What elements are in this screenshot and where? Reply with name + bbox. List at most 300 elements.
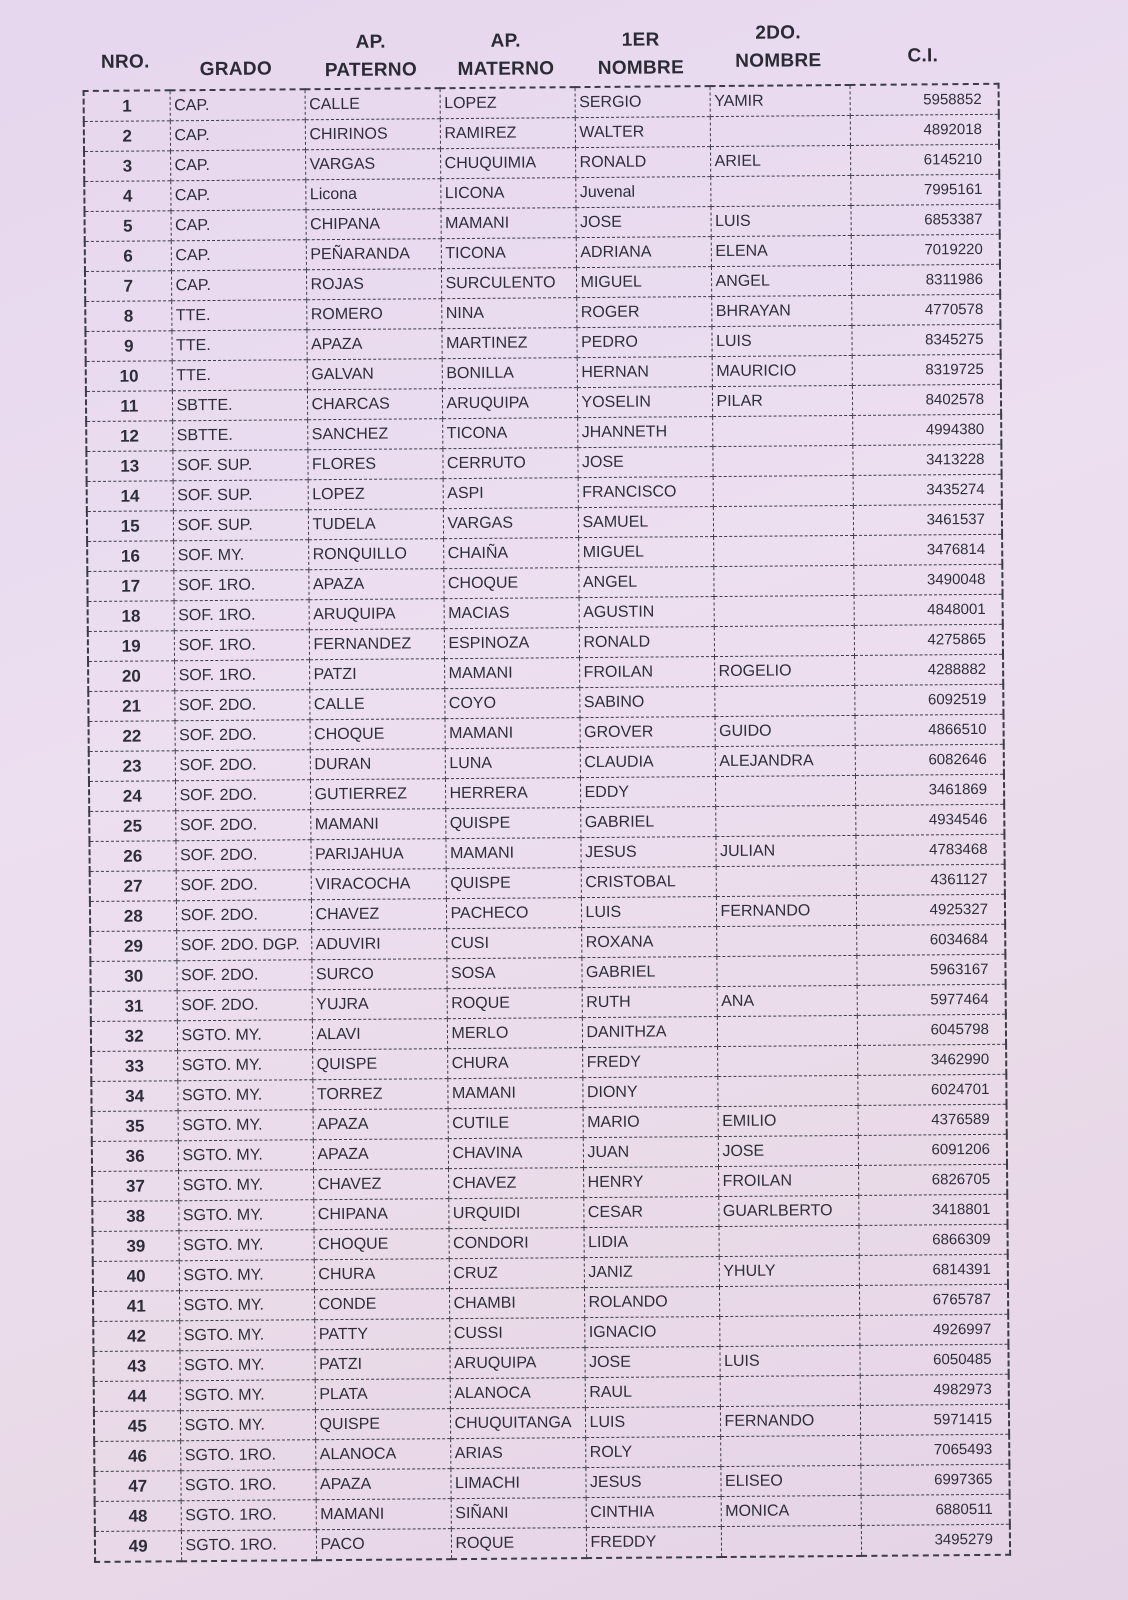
cell-grado: SGTO. MY. (179, 1320, 314, 1351)
cell-nro: 49 (95, 1531, 181, 1562)
cell-ap-paterno: SANCHEZ (307, 419, 442, 450)
cell-ap-materno: QUISPE (445, 808, 580, 839)
cell-nro: 13 (86, 451, 172, 482)
cell-segundo-nombre: YAMIR (710, 85, 850, 117)
cell-segundo-nombre (717, 1045, 857, 1076)
cell-segundo-nombre (713, 475, 853, 506)
cell-ap-paterno: VIRACOCHA (311, 869, 446, 900)
cell-ci: 8319725 (852, 354, 1001, 385)
cell-segundo-nombre (717, 1015, 857, 1046)
cell-ap-materno: CHURA (447, 1048, 582, 1079)
cell-primer-nombre: LUIS (581, 897, 716, 928)
cell-nro: 5 (85, 211, 171, 242)
cell-ap-materno: VARGAS (443, 508, 578, 539)
cell-ci: 6853387 (850, 204, 999, 235)
cell-nro: 12 (86, 421, 172, 452)
cell-ci: 7065493 (860, 1434, 1009, 1465)
cell-segundo-nombre (718, 1225, 858, 1256)
cell-ci: 6765787 (859, 1284, 1008, 1315)
cell-ci: 3413228 (852, 444, 1001, 475)
cell-primer-nombre: MARIO (583, 1107, 718, 1138)
cell-primer-nombre: SAMUEL (578, 507, 713, 538)
cell-ap-materno: CHOQUE (443, 568, 578, 599)
cell-ci: 3476814 (853, 534, 1002, 565)
cell-ap-materno: MERLO (447, 1018, 582, 1049)
cell-segundo-nombre: JULIAN (715, 835, 855, 866)
cell-ap-materno: HERRERA (445, 778, 580, 809)
personnel-list-sheet (82, 13, 1009, 1563)
cell-nro: 18 (88, 601, 174, 632)
cell-primer-nombre: MIGUEL (578, 537, 713, 568)
cell-ap-materno: ALANOCA (450, 1378, 585, 1409)
cell-ap-paterno: PARIJAHUA (310, 839, 445, 870)
cell-ap-materno: LUNA (445, 748, 580, 779)
cell-grado: SGTO. MY. (178, 1200, 313, 1231)
header-ap-materno-line1: AP. (490, 30, 521, 52)
cell-grado: SGTO. MY. (177, 1020, 312, 1051)
cell-ap-paterno: MAMANI (310, 809, 445, 840)
cell-grado: SOF. 2DO. (176, 900, 311, 931)
cell-primer-nombre: LUIS (585, 1407, 720, 1438)
cell-primer-nombre: CESAR (583, 1197, 718, 1228)
cell-primer-nombre: JESUS (585, 1467, 720, 1498)
cell-primer-nombre: SERGIO (575, 86, 710, 118)
cell-ap-paterno: MAMANI (316, 1499, 451, 1530)
cell-primer-nombre: AGUSTIN (579, 597, 714, 628)
cell-ap-materno: ARUQUIPA (442, 388, 577, 419)
cell-primer-nombre: GABRIEL (580, 807, 715, 838)
cell-ap-materno: CRUZ (449, 1258, 584, 1289)
cell-ap-paterno: APAZA (313, 1139, 448, 1170)
cell-primer-nombre: ROLANDO (584, 1287, 719, 1318)
cell-segundo-nombre: ROGELIO (714, 655, 854, 686)
cell-grado: SGTO. MY. (178, 1110, 313, 1141)
cell-nro: 34 (91, 1081, 177, 1112)
cell-nro: 1 (122, 96, 132, 116)
cell-ap-materno: RAMIREZ (440, 118, 575, 149)
header-ap-paterno-line1: AP. (355, 31, 386, 53)
cell-grado: CAP. (170, 150, 305, 181)
cell-grado: SOF. 2DO. (176, 870, 311, 901)
cell-ap-materno: QUISPE (446, 868, 581, 899)
header-segundo-nombre-line1: 2DO. (755, 22, 801, 44)
cell-grado: SOF. 2DO. DGP. (176, 930, 311, 961)
cell-ci: 4275865 (854, 624, 1003, 655)
cell-grado: SGTO. MY. (179, 1290, 314, 1321)
cell-ci: 6145210 (850, 144, 999, 175)
cell-grado: SOF. 2DO. (174, 690, 309, 721)
cell-ap-paterno: ROMERO (306, 299, 441, 330)
cell-grado: SOF. SUP. (173, 480, 308, 511)
cell-primer-nombre: DIONY (582, 1077, 717, 1108)
cell-ap-paterno: SURCO (311, 959, 446, 990)
cell-segundo-nombre: FERNANDO (720, 1405, 860, 1436)
cell-ap-materno: TICONA (441, 238, 576, 269)
cell-ap-materno: LIMACHI (450, 1468, 585, 1499)
cell-ci: 6024701 (857, 1074, 1006, 1105)
cell-grado: SGTO. MY. (179, 1230, 314, 1261)
cell-ap-paterno: PLATA (315, 1379, 450, 1410)
header-ap-paterno (303, 29, 438, 88)
cell-primer-nombre: JESUS (580, 837, 715, 868)
cell-ap-paterno: CHAVEZ (311, 899, 446, 930)
cell-segundo-nombre (712, 415, 852, 446)
cell-segundo-nombre (710, 115, 850, 146)
cell-ap-paterno: GALVAN (307, 359, 442, 390)
cell-ap-materno: MAMANI (447, 1078, 582, 1109)
cell-grado: SGTO. MY. (179, 1350, 314, 1381)
cell-ap-materno: COYO (444, 688, 579, 719)
cell-nro: 25 (89, 811, 175, 842)
cell-segundo-nombre (721, 1525, 861, 1557)
cell-primer-nombre: EDDY (580, 777, 715, 808)
header-ci: C.I. (907, 45, 939, 67)
cell-segundo-nombre: FERNANDO (716, 895, 856, 926)
cell-ci: 4376589 (858, 1104, 1007, 1135)
cell-ci: 5958852 (850, 84, 999, 116)
cell-ap-materno: CUSSI (449, 1318, 584, 1349)
cell-grado: SGTO. MY. (177, 1050, 312, 1081)
cell-nro: 14 (87, 481, 173, 512)
cell-primer-nombre: ROXANA (581, 927, 716, 958)
cell-ap-paterno: RONQUILLO (308, 539, 443, 570)
header-segundo-nombre-line2: NOMBRE (735, 50, 822, 72)
cell-primer-nombre: FREDDY (586, 1527, 721, 1559)
cell-ap-paterno: CHARCAS (307, 389, 442, 420)
cell-ci: 3495279 (861, 1524, 1010, 1556)
cell-primer-nombre: JOSE (584, 1347, 719, 1378)
cell-primer-nombre: LIDIA (583, 1227, 718, 1258)
cell-primer-nombre: WALTER (575, 117, 710, 148)
cell-nro: 15 (87, 511, 173, 542)
cell-ap-paterno: APAZA (308, 569, 443, 600)
cell-nro: 39 (93, 1231, 179, 1262)
cell-segundo-nombre (719, 1315, 859, 1346)
cell-grado: CAP. (171, 270, 306, 301)
cell-ci: 6814391 (859, 1254, 1008, 1285)
header-nro: NRO. (100, 51, 150, 73)
cell-nro: 45 (94, 1411, 180, 1442)
cell-ap-paterno: TUDELA (308, 509, 443, 540)
cell-grado: CAP. (170, 180, 305, 211)
cell-nro: 16 (87, 541, 173, 572)
cell-nro: 40 (93, 1261, 179, 1292)
cell-segundo-nombre (717, 1075, 857, 1106)
cell-segundo-nombre (716, 865, 856, 896)
cell-ap-materno: ARUQUIPA (449, 1348, 584, 1379)
cell-ap-materno: NINA (441, 298, 576, 329)
cell-primer-nombre: CLAUDIA (580, 747, 715, 778)
cell-segundo-nombre: MAURICIO (712, 355, 852, 386)
cell-segundo-nombre: LUIS (710, 205, 850, 236)
cell-segundo-nombre: ANA (717, 985, 857, 1016)
table-row (95, 1524, 1010, 1562)
cell-segundo-nombre: LUIS (711, 325, 851, 356)
cell-segundo-nombre: JOSE (718, 1135, 858, 1166)
cell-ci: 6091206 (858, 1134, 1007, 1165)
cell-nro: 46 (94, 1441, 180, 1472)
cell-nro: 27 (90, 871, 176, 902)
cell-primer-nombre: ROLY (585, 1437, 720, 1468)
cell-grado: SOF. 1RO. (173, 570, 308, 601)
cell-ci: 6092519 (854, 684, 1003, 715)
cell-ap-paterno: LOPEZ (308, 479, 443, 510)
cell-primer-nombre: PEDRO (576, 327, 711, 358)
cell-ap-paterno: PACO (316, 1529, 451, 1561)
cell-nro: 42 (93, 1321, 179, 1352)
cell-ap-materno: SOSA (446, 958, 581, 989)
cell-ap-paterno: PATZI (309, 659, 444, 690)
cell-nro: 24 (89, 781, 175, 812)
cell-primer-nombre: FREDY (582, 1047, 717, 1078)
cell-ap-materno: SURCULENTO (441, 268, 576, 299)
cell-primer-nombre: FRANCISCO (578, 477, 713, 508)
cell-segundo-nombre (719, 1285, 859, 1316)
cell-grado: CAP. (171, 210, 306, 241)
cell-primer-nombre: YOSELIN (577, 387, 712, 418)
cell-grado: SGTO. 1RO. (180, 1470, 315, 1501)
cell-grado: SOF. 2DO. (175, 720, 310, 751)
cell-ci: 4994380 (852, 414, 1001, 445)
cell-primer-nombre: ROGER (576, 297, 711, 328)
cell-ci: 6826705 (858, 1164, 1007, 1195)
cell-ci: 3461537 (853, 504, 1002, 535)
cell-primer-nombre: ADRIANA (576, 237, 711, 268)
cell-grado: SGTO. MY. (178, 1140, 313, 1171)
cell-primer-nombre: JOSE (577, 447, 712, 478)
cell-ap-paterno: CHAVEZ (313, 1169, 448, 1200)
cell-ap-paterno: QUISPE (315, 1409, 450, 1440)
cell-ap-paterno: DURAN (310, 749, 445, 780)
cell-grado: TTE. (171, 300, 306, 331)
cell-grado: SGTO. MY. (180, 1380, 315, 1411)
cell-ap-paterno: TORREZ (312, 1079, 447, 1110)
cell-segundo-nombre: YHULY (719, 1255, 859, 1286)
cell-ap-paterno: CALLE (305, 88, 440, 120)
cell-segundo-nombre: GUIDO (714, 715, 854, 746)
cell-nro: 21 (88, 691, 174, 722)
cell-segundo-nombre (713, 565, 853, 596)
cell-nro: 29 (90, 931, 176, 962)
cell-ap-paterno: APAZA (313, 1109, 448, 1140)
table-body (84, 84, 1011, 1562)
cell-grado: SGTO. MY. (177, 1080, 312, 1111)
cell-nro: 19 (88, 631, 174, 662)
cell-grado: SOF. 1RO. (174, 600, 309, 631)
cell-segundo-nombre (720, 1375, 860, 1406)
cell-ci: 8345275 (851, 324, 1000, 355)
cell-ci: 6866309 (858, 1224, 1007, 1255)
header-primer-nombre (573, 27, 708, 86)
cell-ap-materno: ASPI (443, 478, 578, 509)
cell-grado: SGTO. 1RO. (181, 1530, 316, 1562)
cell-primer-nombre: CINTHIA (586, 1497, 721, 1528)
cell-segundo-nombre (713, 505, 853, 536)
cell-nro: 8 (85, 301, 171, 332)
cell-ci: 4361127 (856, 864, 1005, 895)
cell-ap-paterno: CHIPANA (313, 1199, 448, 1230)
cell-segundo-nombre (715, 805, 855, 836)
cell-ci: 7995161 (850, 174, 999, 205)
cell-segundo-nombre: EMILIO (718, 1105, 858, 1136)
cell-nro: 10 (86, 361, 172, 392)
cell-ci: 7019220 (851, 234, 1000, 265)
cell-primer-nombre: FROILAN (579, 657, 714, 688)
header-ap-paterno-line2: PATERNO (324, 59, 418, 82)
cell-ap-materno: LOPEZ (440, 87, 575, 119)
cell-nro: 23 (89, 751, 175, 782)
cell-nro: 31 (91, 991, 177, 1022)
cell-nro: 38 (92, 1201, 178, 1232)
cell-primer-nombre: RONALD (579, 627, 714, 658)
header-ap-materno-line2: MATERNO (457, 58, 555, 81)
cell-segundo-nombre: ARIEL (710, 145, 850, 176)
cell-ci: 3418801 (858, 1194, 1007, 1225)
cell-nro: 47 (94, 1471, 180, 1502)
cell-ap-paterno: GUTIERREZ (310, 779, 445, 810)
cell-ap-paterno: ALAVI (312, 1019, 447, 1050)
cell-ci: 4892018 (850, 114, 999, 145)
cell-primer-nombre: JOSE (575, 207, 710, 238)
cell-ap-paterno: ALANOCA (315, 1439, 450, 1470)
cell-nro: 48 (95, 1501, 181, 1532)
cell-nro: 2 (84, 121, 170, 152)
cell-grado: SGTO. 1RO. (181, 1500, 316, 1531)
cell-nro: 22 (89, 721, 175, 752)
cell-ap-paterno: FERNANDEZ (309, 629, 444, 660)
cell-ci: 8311986 (851, 264, 1000, 295)
cell-nro: 44 (94, 1381, 180, 1412)
cell-segundo-nombre (714, 625, 854, 656)
cell-ap-materno: CHUQUITANGA (450, 1408, 585, 1439)
cell-grado: CAP. (171, 240, 306, 271)
cell-primer-nombre: RAUL (585, 1377, 720, 1408)
cell-nro: 7 (85, 271, 171, 302)
cell-ci: 4866510 (854, 714, 1003, 745)
cell-nro: 35 (92, 1111, 178, 1142)
cell-grado: SOF. 2DO. (177, 990, 312, 1021)
cell-grado: SOF. SUP. (173, 510, 308, 541)
cell-ci: 4848001 (854, 594, 1003, 625)
cell-segundo-nombre: PILAR (712, 385, 852, 416)
cell-primer-nombre: JANIZ (584, 1257, 719, 1288)
cell-ap-materno: CHAIÑA (443, 538, 578, 569)
cell-grado: SBTTE. (172, 420, 307, 451)
cell-primer-nombre: JHANNETH (577, 417, 712, 448)
cell-segundo-nombre: ALEJANDRA (715, 745, 855, 776)
cell-ap-paterno: QUISPE (312, 1049, 447, 1080)
cell-ap-paterno: CONDE (314, 1289, 449, 1320)
cell-segundo-nombre: ELENA (711, 235, 851, 266)
cell-segundo-nombre: GUARLBERTO (718, 1195, 858, 1226)
cell-ci: 5963167 (856, 954, 1005, 985)
cell-segundo-nombre (716, 925, 856, 956)
cell-primer-nombre: GROVER (579, 717, 714, 748)
cell-primer-nombre: SABINO (579, 687, 714, 718)
cell-grado: CAP. (170, 89, 305, 121)
cell-grado: SOF. 2DO. (175, 780, 310, 811)
cell-nro: 41 (93, 1291, 179, 1322)
cell-ci: 4925327 (856, 894, 1005, 925)
table-header (82, 13, 998, 90)
cell-ci: 4934546 (855, 804, 1004, 835)
cell-ap-materno: CUTILE (448, 1108, 583, 1139)
cell-ci: 3462990 (857, 1044, 1006, 1075)
cell-segundo-nombre (710, 175, 850, 206)
cell-grado: SOF. MY. (173, 540, 308, 571)
cell-grado: SOF. 2DO. (175, 840, 310, 871)
cell-ap-materno: CERRUTO (442, 448, 577, 479)
cell-ap-materno: ROQUE (447, 988, 582, 1019)
cell-ci: 6034684 (856, 924, 1005, 955)
cell-segundo-nombre (714, 685, 854, 716)
cell-nro: 3 (84, 151, 170, 182)
cell-grado: TTE. (172, 360, 307, 391)
cell-ap-paterno: PEÑARANDA (306, 239, 441, 270)
cell-primer-nombre: MIGUEL (576, 267, 711, 298)
cell-ap-paterno: PATTY (314, 1319, 449, 1350)
cell-ci: 6045798 (857, 1014, 1006, 1045)
cell-nro: 43 (93, 1351, 179, 1382)
cell-ap-materno: ESPINOZA (444, 628, 579, 659)
cell-segundo-nombre: BHRAYAN (711, 295, 851, 326)
header-ap-materno (438, 28, 573, 87)
cell-segundo-nombre: ANGEL (711, 265, 851, 296)
cell-ap-paterno: APAZA (315, 1469, 450, 1500)
cell-primer-nombre: CRISTOBAL (581, 867, 716, 898)
cell-ap-materno: PACHECO (446, 898, 581, 929)
cell-ap-materno: URQUIDI (448, 1198, 583, 1229)
cell-nro: 6 (85, 241, 171, 272)
cell-ci: 6050485 (859, 1344, 1008, 1375)
cell-ap-materno: ARIAS (450, 1438, 585, 1469)
cell-ap-paterno: CHIRINOS (305, 119, 440, 150)
cell-ap-paterno: Licona (305, 179, 440, 210)
cell-ap-materno: MARTINEZ (441, 328, 576, 359)
cell-ci: 5977464 (857, 984, 1006, 1015)
cell-ap-materno: MAMANI (445, 838, 580, 869)
cell-ap-materno: BONILLA (442, 358, 577, 389)
cell-nro: 32 (91, 1021, 177, 1052)
cell-ap-paterno: CHIPANA (305, 209, 440, 240)
header-primer-nombre-line1: 1ER (621, 29, 660, 51)
cell-ap-paterno: FLORES (307, 449, 442, 480)
cell-nro: 36 (92, 1141, 178, 1172)
cell-ap-paterno: YUJRA (312, 989, 447, 1020)
cell-nro: 30 (90, 961, 176, 992)
cell-grado: SGTO. MY. (178, 1170, 313, 1201)
cell-primer-nombre: HERNAN (577, 357, 712, 388)
cell-ap-materno: CHAVINA (448, 1138, 583, 1169)
cell-nro: 4 (84, 181, 170, 212)
cell-segundo-nombre: FROILAN (718, 1165, 858, 1196)
cell-ap-materno: CHAVEZ (448, 1168, 583, 1199)
cell-grado: TTE. (171, 330, 306, 361)
cell-ci: 3435274 (853, 474, 1002, 505)
cell-ci: 4783468 (855, 834, 1004, 865)
cell-ap-materno: ROQUE (451, 1528, 586, 1560)
cell-ap-materno: CONDORI (449, 1228, 584, 1259)
cell-ap-paterno: ARUQUIPA (309, 599, 444, 630)
cell-ap-paterno: VARGAS (305, 149, 440, 180)
cell-ap-paterno: CALLE (309, 689, 444, 720)
cell-primer-nombre: RONALD (575, 147, 710, 178)
cell-segundo-nombre (713, 535, 853, 566)
cell-ap-paterno: CHURA (314, 1259, 449, 1290)
cell-grado: SOF. 1RO. (174, 630, 309, 661)
cell-segundo-nombre (720, 1435, 860, 1466)
cell-ap-materno: MACIAS (444, 598, 579, 629)
